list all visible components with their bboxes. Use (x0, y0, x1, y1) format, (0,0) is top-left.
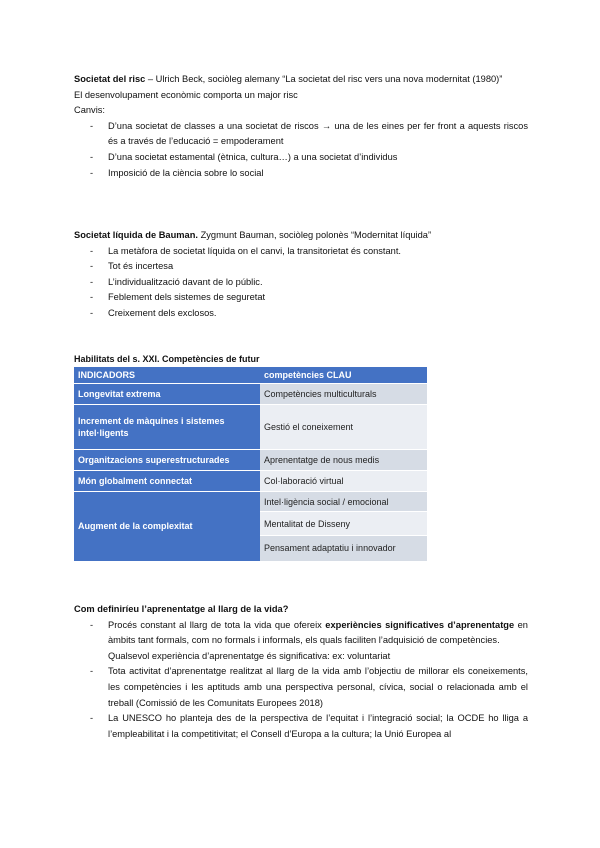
bauman-list (74, 244, 528, 322)
table-header-row (74, 367, 427, 384)
table-row (74, 471, 427, 492)
bauman-description: Zygmunt Bauman, sociòleg polonès “Modernitat líquida” (197, 230, 432, 240)
column-header-competencies: competències CLAU (260, 367, 427, 384)
list-item: - La metàfora de societat líquida on el canvi, la transitorietat és constant. (74, 244, 528, 260)
item-text: en àmbits tant formals, com no formals i informals, els quals faciliten l’adquisició de competències. (108, 619, 528, 646)
list-item: - D’una societat estamental (ètnica, cultura…) a una societat d’individus (74, 150, 528, 166)
list-item: - D’una societat de classes a una societat de riscos → una de les eines per fer front a aquests riscos és a través de l’educació = empoderament (74, 119, 528, 150)
bauman-section (74, 228, 528, 322)
bauman-title: Societat líquida de Bauman. (74, 230, 198, 240)
beck-risk-statement: El desenvolupament econòmic comporta un major risc (74, 89, 298, 100)
competency-cell: Mentalitat de Disseny (260, 512, 427, 536)
competency-cell: Pensament adaptatiu i innovador (260, 536, 427, 561)
aprenentatge-list (74, 618, 528, 649)
beck-section (74, 72, 528, 181)
column-header-indicadors: INDICADORS (74, 367, 260, 384)
beck-list (74, 119, 528, 181)
competency-cell: Intel·ligència social / emocional (260, 492, 427, 512)
item-emphasis: experiències significatives d’aprenentatge (325, 619, 515, 630)
table-row (74, 450, 427, 471)
list-item (74, 618, 528, 649)
aprenentatge-note: Qualsevol experiència d’aprenentatge és significativa: ex: voluntariat (108, 650, 391, 661)
aprenentatge-title: Com definiríeu l’aprenentatge al llarg de la vida? (74, 604, 289, 614)
list-item: - Creixement dels exclosos. (74, 306, 528, 322)
list-item: - L’individualització davant de lo públic. (74, 275, 528, 291)
competency-cell: Gestió el coneixement (260, 405, 427, 450)
item-text: Procés constant al llarg de tota la vida que ofereix (108, 619, 326, 630)
table-row (74, 384, 427, 405)
beck-description: – Ulrich Beck, sociòleg alemany “La societat del risc vers una nova modernitat (1980)” (145, 74, 503, 84)
competency-cell: Col·laboració virtual (260, 471, 427, 492)
beck-title: Societat del risc (74, 74, 146, 84)
beck-heading (74, 72, 528, 88)
indicator-cell: Longevitat extrema (74, 384, 260, 405)
list-item: - Tot és incertesa (74, 259, 528, 275)
aprenentatge-section (74, 602, 528, 742)
table-row (74, 492, 427, 512)
indicator-cell: Increment de màquines i sistemes intel·ligents (74, 405, 260, 450)
indicator-cell: Món globalment connectat (74, 471, 260, 492)
bauman-heading (74, 228, 528, 244)
competency-cell: Competències multiculturals (260, 384, 427, 405)
aprenentatge-list-continued (74, 664, 528, 742)
competency-cell: Aprenentatge de nous medis (260, 450, 427, 471)
indicator-cell: Organitzacions superestructurades (74, 450, 260, 471)
table-row (74, 405, 427, 450)
beck-canvis-label: Canvis: (74, 105, 106, 116)
indicator-cell: Augment de la complexitat (74, 492, 260, 561)
habilitats-title: Habilitats del s. XXI. Competències de futur (74, 354, 260, 364)
list-item: - La UNESCO ho planteja des de la perspectiva de l’equitat i l’integració social; la OCDE ho lliga a l’empleabilitat i la competitivitat; el Consell d’Europa a la cultura; la Unió Europea al (74, 711, 528, 742)
list-item: - Imposició de la ciència sobre lo social (74, 166, 528, 182)
list-item: - Feblement dels sistemes de seguretat (74, 290, 528, 306)
competencies-table (74, 367, 427, 561)
list-item: - Tota activitat d’aprenentatge realitzat al llarg de la vida amb l’objectiu de millorar els coneixements, les competències i les aptituds amb una perspectiva personal, cívica, social o relacionada amb el treball (Comissió de les Comunitats Europees 2018) (74, 664, 528, 711)
